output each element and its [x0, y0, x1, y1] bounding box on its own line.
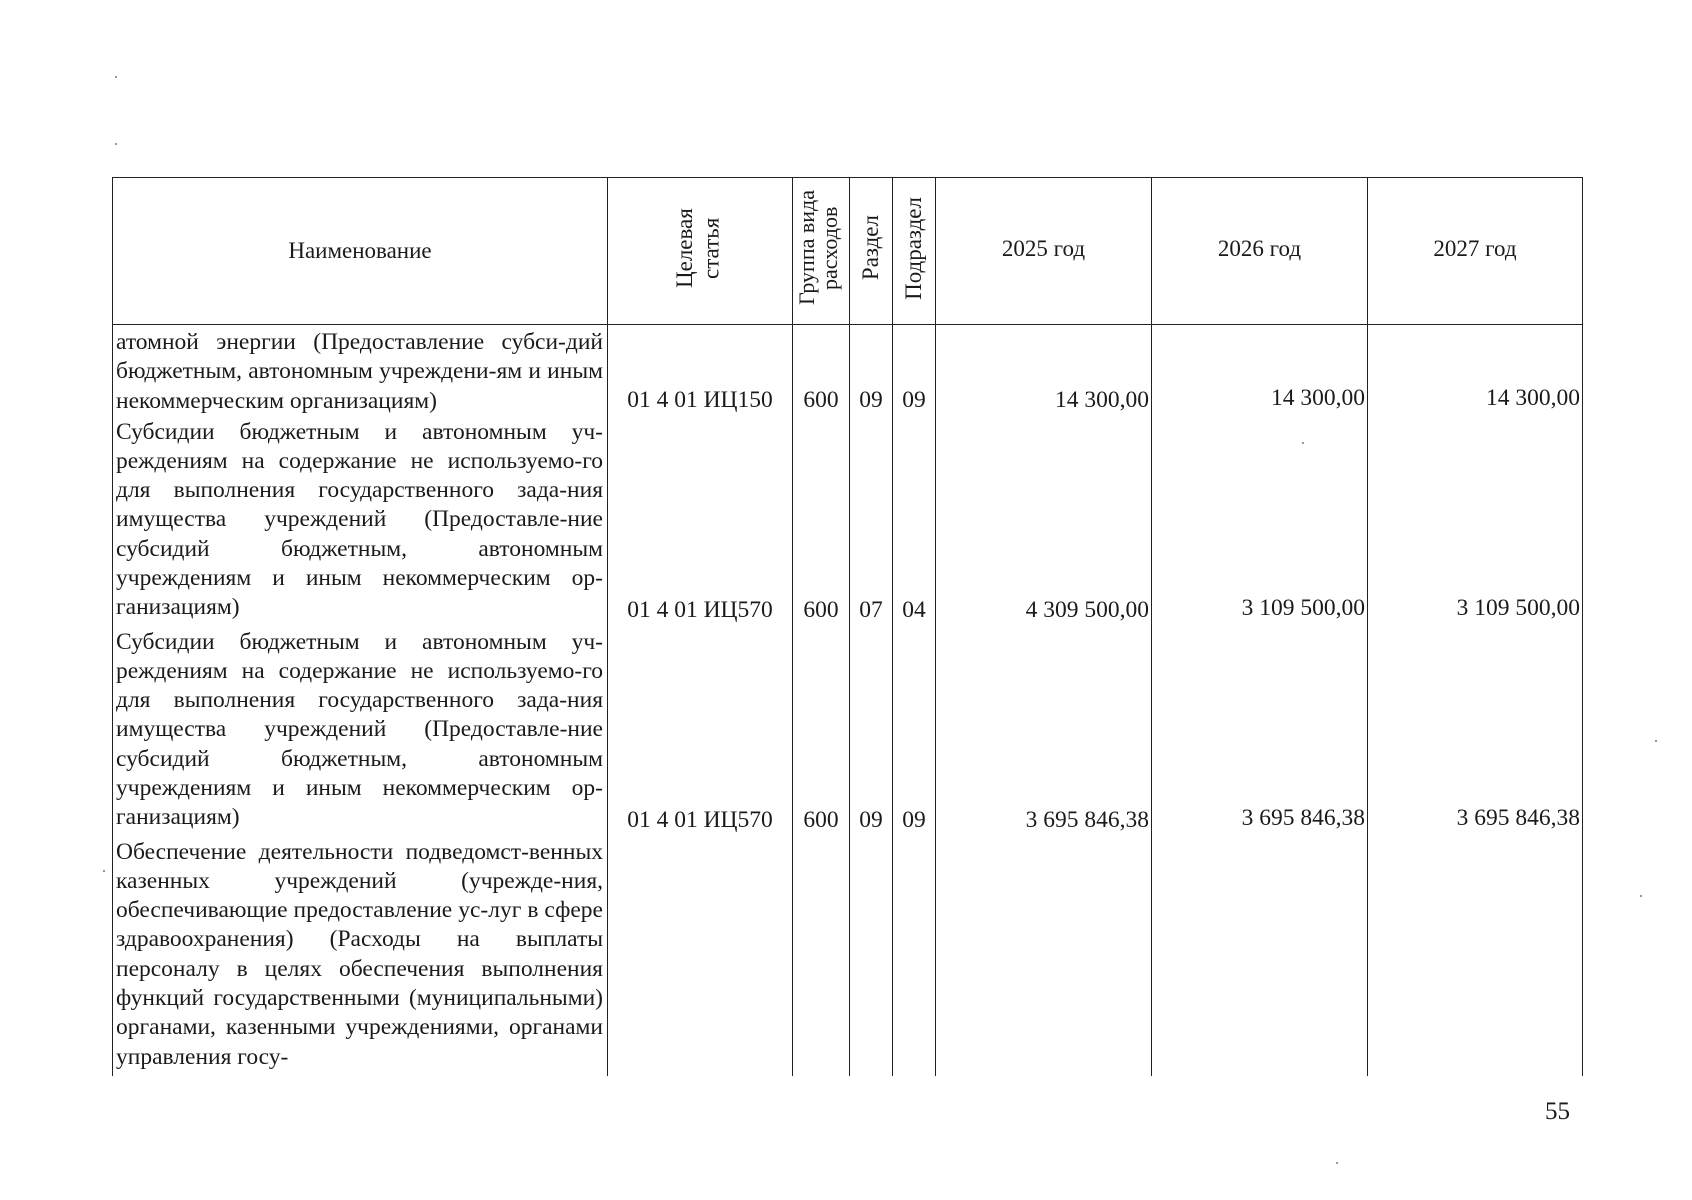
row-name: Субсидии бюджетным и автономным уч-реждениям на содержание не используемо-го для выполнения государственного зада-ния имущества учреждений (Предоставле-ние субсидий бюджетным, автономным учреждениям и иным некоммерческим ор-ганизациям): [113, 418, 608, 628]
row-section: 09: [850, 628, 893, 838]
row-amount-2027: 3 109 500,00: [1368, 418, 1583, 628]
row-amount-2027: 14 300,00: [1368, 325, 1583, 418]
budget-table: [112, 177, 1583, 1076]
page-number: 55: [1545, 1098, 1570, 1125]
row-expense-group: 600: [793, 418, 850, 628]
scan-speck: [1336, 1162, 1338, 1164]
scan-speck: [115, 143, 117, 145]
header-target-article: [608, 178, 793, 325]
row-amount-2026: 3 695 846,38: [1152, 628, 1368, 838]
row-subsection: [893, 838, 936, 1076]
row-amount-2027: [1368, 838, 1583, 1076]
row-amount-2025: 3 695 846,38: [936, 628, 1152, 838]
row-target-article: 01 4 01 ИЦ570: [608, 628, 793, 838]
table-row: [113, 628, 1583, 838]
table-body: [113, 325, 1583, 1076]
row-subsection: 09: [893, 628, 936, 838]
table-row: [113, 838, 1583, 1076]
row-amount-2025: [936, 838, 1152, 1076]
header-name: Наименование: [113, 178, 608, 325]
table-row: [113, 418, 1583, 628]
row-expense-group: 600: [793, 325, 850, 418]
row-amount-2026: 14 300,00: [1152, 325, 1368, 418]
row-section: 07: [850, 418, 893, 628]
header-year-2025: 2025 год: [936, 178, 1152, 325]
row-subsection: 04: [893, 418, 936, 628]
row-name: атомной энергии (Предоставление субси-дий бюджетным, автономным учреждени-ям и иным некоммерческим организациям): [113, 325, 608, 418]
table-row: [113, 325, 1583, 418]
header-target-article-label: Целевая статья: [672, 208, 724, 288]
header-section-label: Раздел: [857, 215, 883, 281]
row-expense-group: 600: [793, 628, 850, 838]
row-section: 09: [850, 325, 893, 418]
row-subsection: 09: [893, 325, 936, 418]
header-expense-group-label: Группа вида расходов: [794, 190, 843, 306]
row-section: [850, 838, 893, 1076]
header-year-2026: 2026 год: [1152, 178, 1368, 325]
scan-speck: [1302, 442, 1304, 444]
row-expense-group: [793, 838, 850, 1076]
row-amount-2025: 14 300,00: [936, 325, 1152, 418]
row-target-article: [608, 838, 793, 1076]
header-subsection-label: Подраздел: [900, 196, 926, 300]
table-header: [113, 178, 1583, 325]
header-subsection: [893, 178, 936, 325]
scan-speck: [115, 76, 117, 78]
scan-speck: [103, 870, 105, 872]
row-amount-2027: 3 695 846,38: [1368, 628, 1583, 838]
scan-speck: [1640, 895, 1642, 897]
row-target-article: 01 4 01 ИЦ570: [608, 418, 793, 628]
row-amount-2025: 4 309 500,00: [936, 418, 1152, 628]
header-expense-group: [793, 178, 850, 325]
row-name: Обеспечение деятельности подведомст-венных казенных учреждений (учрежде-ния, обеспечивающие предоставление ус-луг в сфере здравоохранения) (Расходы на выплаты персоналу в целях обеспечения выполнения функций государственными (муниципальными) органами, казенными учреждениями, органами управления госу-: [113, 838, 608, 1076]
row-name: Субсидии бюджетным и автономным уч-реждениям на содержание не используемо-го для выполнения государственного зада-ния имущества учреждений (Предоставле-ние субсидий бюджетным, автономным учреждениям и иным некоммерческим ор-ганизациям): [113, 628, 608, 838]
header-section: [850, 178, 893, 325]
scan-speck: [1655, 740, 1657, 742]
row-amount-2026: 3 109 500,00: [1152, 418, 1368, 628]
header-year-2027: 2027 год: [1368, 178, 1583, 325]
row-amount-2026: [1152, 838, 1368, 1076]
row-target-article: 01 4 01 ИЦ150: [608, 325, 793, 418]
